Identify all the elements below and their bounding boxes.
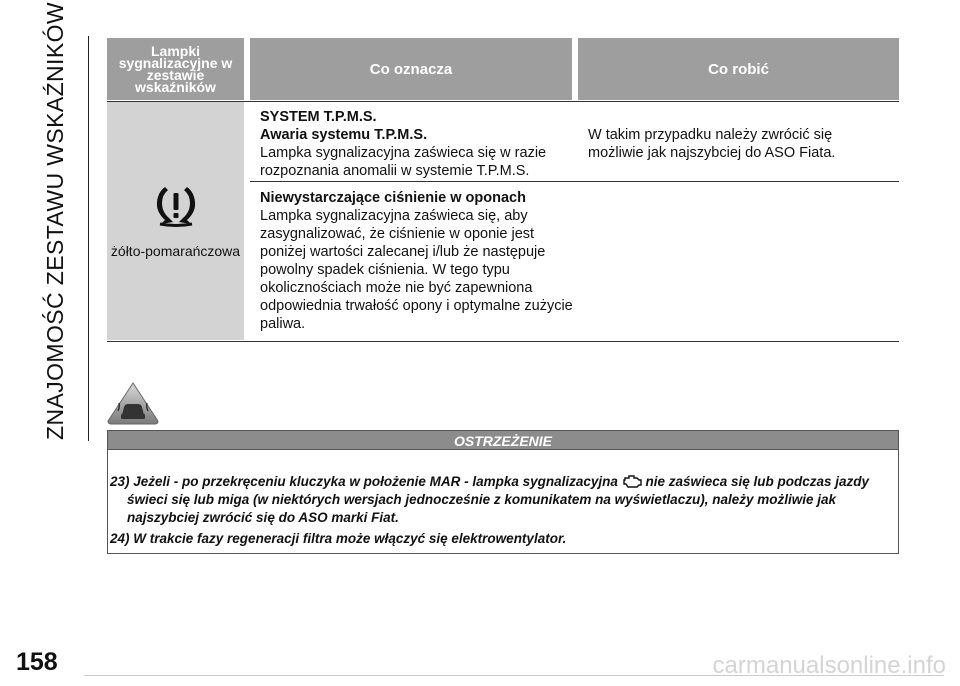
watermark: carmanualsonline.info [712,652,946,679]
warning-note-24: 24) W trakcie fazy regeneracji filtra może włączyć się elektrowentylator. [110,531,567,546]
header-meaning: Co oznacza [250,38,572,100]
row1-meaning [260,108,570,180]
table-rule-bottom [107,341,899,342]
row1-action: W takim przypadku należy zwrócić się możliwie jak najszybciej do ASO Fiata. [588,127,836,161]
row1-title: SYSTEM T.P.M.S. [260,109,377,125]
row2-meaning [260,189,578,333]
table-rule-middle [250,181,899,182]
side-section-title: ZNAJOMOŚĆ ZESTAWU WSKAŹNIKÓW [42,2,68,440]
row2-subtitle: Niewystarczające ciśnienie w oponach [260,190,526,206]
warning-note-23 [110,473,890,527]
row1-description: Lampka sygnalizacyjna zaświeca się w razie rozpoznania anomalii w systemie T.P.M.S. [260,145,547,179]
warning-title: OSTRZEŻENIE [107,430,899,450]
tpms-warning-icon [151,180,201,230]
lamp-color-label: żółto-pomarańczowa [110,243,241,259]
side-divider [88,36,89,441]
header-action: Co robić [578,38,899,100]
header-lamps: Lampki sygnalizacyjne w zestawie wskaźników [107,38,244,100]
row2-description: Lampka sygnalizacyjna zaświeca się, aby zasygnalizować, że ciśnienie w oponie jest poniżej wartości zalecanej i/lub że następuje powolny spadek ciśnienia. W tego typu okolicznościach może nie być zapewniona odpowiednia trwałość opony i optymalne zużycie paliwa. [260,208,573,332]
lamp-cell [107,102,244,340]
note23-line2: świeci się lub miga (w niektórych wersjach jednocześnie z komunikatem na wyświetlaczu), należy możliwie jak [127,492,836,507]
car-warning-icon [106,381,160,425]
note23-start: 23) Jeżeli - po przekręceniu kluczyka w położenie MAR - lampka sygnalizacyjna [110,474,618,489]
note23-line1-end: nie zaświeca się lub podczas jazdy [645,474,870,489]
engine-icon [622,474,642,488]
note23-line3: najszybciej zwrócić się do ASO marki Fiat. [127,510,399,525]
page-number: 158 [16,648,58,676]
row1-subtitle: Awaria systemu T.P.M.S. [260,127,428,143]
